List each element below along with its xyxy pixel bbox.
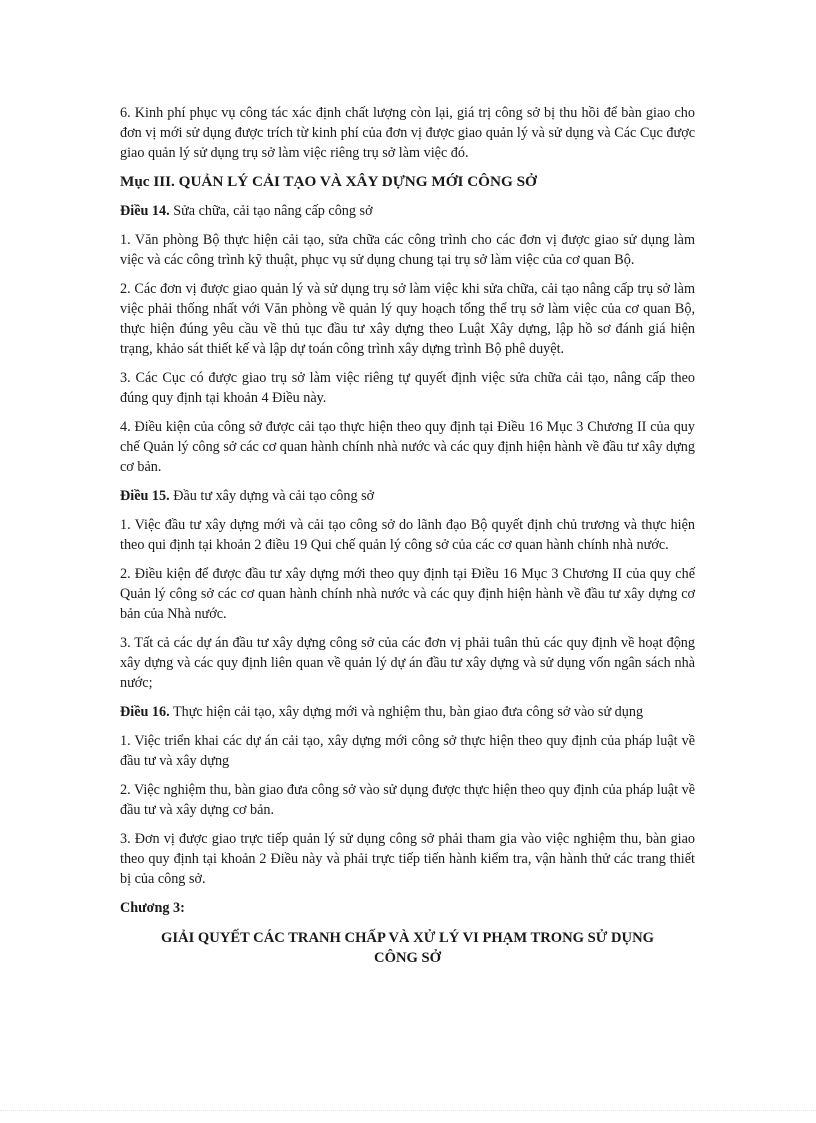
article-16-title: Thực hiện cải tạo, xây dựng mới và nghiệm thu, bàn giao đưa công sở vào sử dụng bbox=[169, 704, 644, 720]
article-14-item-2: 2. Các đơn vị được giao quản lý và sử dụng trụ sở làm việc khi sửa chữa, cải tạo nâng cấp trụ sở làm việc phải thống nhất với Văn phòng về quản lý quy hoạch tổng thể trụ sở làm việc của cơ quan Bộ, thực hiện đúng yêu cầu về thủ tục đầu tư xây dựng theo Luật Xây dựng, lập hồ sơ đánh giá hiện trạng, khảo sát thiết kế và lập dự toán công trình xây dựng trình Bộ phê duyệt. bbox=[120, 281, 695, 357]
document-page bbox=[120, 103, 695, 968]
article-14-item-3: 3. Các Cục có được giao trụ sở làm việc riêng tự quyết định việc sửa chữa cải tạo, nâng cấp theo đúng quy định tại khoản 4 Điều này. bbox=[120, 370, 695, 406]
article-16-item-3: 3. Đơn vị được giao trực tiếp quản lý sử dụng công sở phải tham gia vào việc nghiệm thu, bàn giao theo quy định tại khoản 2 Điều này và phải trực tiếp tiến hành kiểm tra, vận hành thử các trang thiết bị của công sở. bbox=[120, 831, 695, 887]
article-16-heading bbox=[120, 702, 695, 722]
chapter-title-line-2: CÔNG SỞ bbox=[374, 950, 441, 966]
article-15-title: Đầu tư xây dựng và cải tạo công sở bbox=[169, 488, 375, 504]
chapter-label: Chương 3: bbox=[120, 900, 185, 916]
article-14-item-1: 1. Văn phòng Bộ thực hiện cải tạo, sửa chữa các công trình cho các đơn vị được giao sử dụng làm việc và các công trình kỹ thuật, phục vụ sử dụng chung tại trụ sở làm việc của cơ quan Bộ. bbox=[120, 232, 695, 268]
article-15-item-2: 2. Điều kiện để được đầu tư xây dựng mới theo quy định tại Điều 16 Mục 3 Chương II của quy chế Quản lý công sở các cơ quan hành chính nhà nước và các quy định hiện hành về đầu tư xây dựng cơ bản của Nhà nước. bbox=[120, 566, 695, 622]
article-14-item-4: 4. Điều kiện của công sở được cải tạo thực hiện theo quy định tại Điều 16 Mục 3 Chương II của quy chế Quản lý công sở các cơ quan hành chính nhà nước và các quy định hiện hành về đầu tư xây dựng cơ bản. bbox=[120, 419, 695, 475]
page-bottom-rule bbox=[0, 1110, 816, 1111]
chapter-title-line-1: GIẢI QUYẾT CÁC TRANH CHẤP VÀ XỬ LÝ VI PHẠM TRONG SỬ DỤNG bbox=[161, 930, 654, 946]
article-15-label: Điều 15. bbox=[120, 488, 170, 504]
article-15-item-1: 1. Việc đầu tư xây dựng mới và cải tạo công sở do lãnh đạo Bộ quyết định chủ trương và thực hiện theo qui định tại khoản 2 điều 19 Qui chế quản lý công sở của các cơ quan hành chính nhà nước. bbox=[120, 517, 695, 553]
section-heading-3: Mục III. QUẢN LÝ CẢI TẠO VÀ XÂY DỰNG MỚI CÔNG SỞ bbox=[120, 173, 537, 190]
article-15-item-3: 3. Tất cả các dự án đầu tư xây dựng công sở của các đơn vị phải tuân thủ các quy định về hoạt động xây dựng và các quy định liên quan về quản lý dự án đầu tư xây dựng và sử dụng vốn ngân sách nhà nước; bbox=[120, 635, 695, 691]
article-14-title: Sửa chữa, cải tạo nâng cấp công sở bbox=[169, 203, 373, 219]
article-16-item-1: 1. Việc triển khai các dự án cải tạo, xây dựng mới công sở thực hiện theo quy định của pháp luật về đầu tư và xây dựng bbox=[120, 733, 695, 769]
article-15-heading bbox=[120, 486, 695, 506]
paragraph-6: 6. Kinh phí phục vụ công tác xác định chất lượng còn lại, giá trị công sở bị thu hồi để bàn giao cho đơn vị mới sử dụng được trích từ kinh phí của đơn vị được giao quản lý và sử dụng và Các Cục được giao quản lý sử dụng trụ sở làm việc riêng trụ sở làm việc đó. bbox=[120, 105, 695, 161]
article-14-label: Điều 14. bbox=[120, 203, 170, 219]
article-16-item-2: 2. Việc nghiệm thu, bàn giao đưa công sở vào sử dụng được thực hiện theo quy định của pháp luật về đầu tư và xây dựng cơ bản. bbox=[120, 782, 695, 818]
article-14-heading bbox=[120, 201, 695, 221]
article-16-label: Điều 16. bbox=[120, 704, 170, 720]
